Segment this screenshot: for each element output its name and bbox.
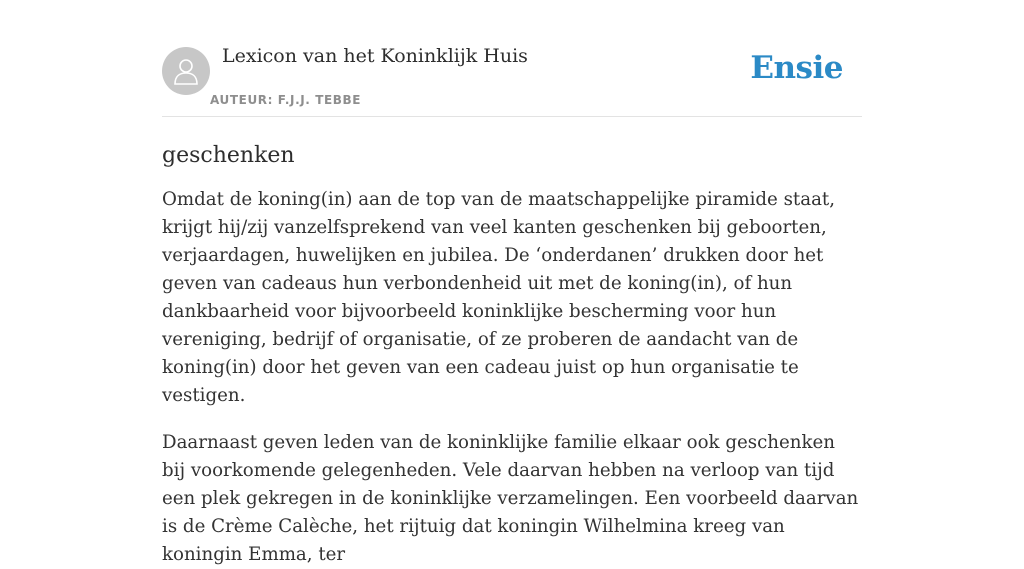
author-label[interactable]: AUTEUR: F.J.J. TEBBE [210, 93, 362, 107]
article-title: geschenken [162, 143, 295, 168]
page [162, 0, 862, 569]
brand-logo[interactable]: Ensie [750, 50, 843, 86]
article-paragraph: Daarnaast geven leden van de koninklijke familie elkaar ook geschenken bij voorkomende gelegenheden. Vele daarvan hebben na verloop van tijd een plek gekregen in de koninklijke verzamelingen. Een voorbeeld daarvan is de Crème Calèche, het rijtuig dat koningin Wilhelmina kreeg van koningin Emma, ter [162, 432, 859, 565]
header [162, 0, 862, 117]
book-title[interactable]: Lexicon van het Koninklijk Huis [222, 45, 528, 67]
article-paragraph: Omdat de koning(in) aan de top van de maatschappelijke piramide staat, krijgt hij/zij vanzelfsprekend van veel kanten geschenken bij geboorten, verjaardagen, huwelijken en jubilea. De ‘onderdanen’ drukken door het geven van cadeaus hun verbondenheid uit met de koning(in), of hun dankbaarheid voor bijvoorbeeld koninklijke bescherming voor hun vereniging, bedrijf of organisatie, of ze proberen de aandacht van de koning(in) door het geven van een cadeau juist op hun organisatie te vestigen. [162, 189, 835, 406]
author-avatar[interactable] [162, 47, 210, 95]
user-icon [172, 56, 200, 86]
